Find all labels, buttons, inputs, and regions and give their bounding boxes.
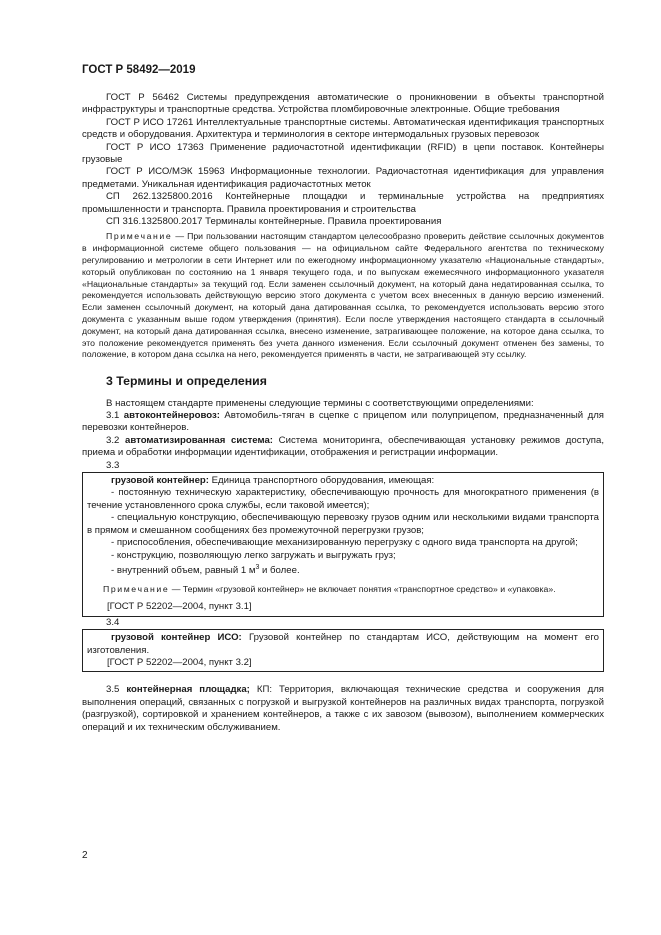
term-box-3-4 [82, 629, 604, 672]
term-3-3 [87, 475, 599, 487]
definition-item [87, 562, 599, 578]
term-name: автоматизированная система: [125, 434, 273, 446]
normative-reference: СП 316.1325800.2017 Терминалы контейнерные. Правила проектирования [106, 216, 442, 228]
definition-item: - специальную конструкцию, обеспечивающую перевозку грузов одним или несколькими видами транспорта в прямом и смешанном сообщениях без промежуточной перегрузки грузов; [87, 512, 599, 536]
term-source: [ГОСТ Р 52202—2004, пункт 3.2] [107, 656, 252, 668]
term-number: 3.1 [106, 410, 120, 422]
page-content [82, 92, 604, 734]
term-definition: Грузовой контейнер по стандартам ИСО, действующим на момент его изготовления. [87, 632, 599, 656]
normative-reference: ГОСТ Р 56462 Системы предупреждения автоматические о проникновении в объекты транспортной инфраструктуры и транспортные средства. Устройства пломбировочные электронные. Общие требования [82, 92, 604, 116]
term-name: контейнерная площадка; [126, 684, 250, 696]
term-3-2 [82, 435, 604, 460]
definition-item: - приспособления, обеспечивающие механизированную перегрузку с одного вида транспорта на другой; [111, 537, 578, 549]
term-definition: Система мониторинга, обеспечивающая установку режимов доступа, приема и обработки информации идентификации, отображения и регистрации информации. [82, 434, 605, 459]
note-label: Примечание [103, 583, 170, 594]
note-text: — При пользовании настоящим стандартом целесообразно проверить действие ссылочных документов в информационной системе общего пользования — на официальном сайте Федерального агентства по техническому регулированию и метрологии в сети Интернет или по ежегодному информационному указателю «Национальные стандарты», который опубликован по состоянию на 1 января текущего года, и по выпускам ежемесячного информационного указателя «Национальные стандарты» за текущий год. Если заменен ссылочный документ, на который дана недатированная ссылка, то рекомендуется использовать действующую версию этого документа с учетом всех внесенных в данную версию изменений. Если заменен ссылочный документ, на который дана датированная ссылка, то рекомендуется использовать версию этого документа с указанным выше годом утверждения (принятия). Если после утверждения настоящего стандарта в ссылочный документ, на который дана датированная ссылка, внесено изменение, затрагивающее положение, на которое дана ссылка, то это положение рекомендуется применять без учета данного изменения. Если ссылочный документ отменен без замены, то положение, в котором дана ссылка на него, рекомендуется применять в части, не затрагивающей эту ссылку. [82, 231, 604, 360]
term-number: 3.3 [106, 459, 120, 471]
term-definition: Автомобиль-тягач в сцепке с прицепом или полуприцепом, предназначенный для перевозки контейнеров. [82, 410, 604, 434]
term-box-3-3 [82, 472, 604, 617]
term-number: 3.2 [106, 434, 120, 446]
definition-item: - конструкцию, позволяющую легко загружать и выгружать груз; [111, 549, 396, 561]
note-text: — Термин «грузовой контейнер» не включает понятия «транспортное средство» и «упаковка». [169, 583, 556, 594]
normative-reference: ГОСТ Р ИСО 17363 Применение радиочастотной идентификации (RFID) в цепи поставок. Контейнеры грузовые [82, 141, 604, 166]
term-name: грузовой контейнер ИСО: [111, 632, 242, 644]
term-3-4 [87, 632, 599, 657]
section-heading: 3 Термины и определения [106, 374, 267, 389]
page-number: 2 [82, 850, 88, 861]
term-name: автоконтейнеровоз: [123, 410, 220, 422]
term-definition: КП: Территория, включающая технические средства и сооружения для выполнения операций, связанных с погрузкой и выгрузкой контейнеров на различных видах транспорта, погрузкой (разгрузкой), сортировкой и хранением контейнеров, а также с их завозом (вывозом), выполнением коммерческих операций и их техническим обслуживанием. [82, 684, 604, 733]
term-definition: Единица транспортного оборудования, имеющая: [208, 475, 435, 487]
superscript: 3 [255, 563, 260, 571]
term-number: 3.5 [106, 684, 120, 696]
term-source: [ГОСТ Р 52202—2004, пункт 3.1] [107, 601, 252, 613]
term-3-1 [82, 410, 604, 435]
reference-note [82, 231, 604, 361]
normative-reference: ГОСТ Р ИСО/МЭК 15963 Информационные технологии. Радиочастотная идентификация для управления предметами. Уникальная идентификация радиочастотных меток [82, 166, 604, 190]
normative-reference: ГОСТ Р ИСО 17261 Интеллектуальные транспортные системы. Автоматическая идентификация транспортных средств и оборудования. Архитектура и терминология в секторе интермодальных грузовых перевозок [82, 116, 604, 141]
item-tail: и более. [259, 565, 300, 577]
normative-reference: СП 262.1325800.2016 Контейнерные площадки и терминальные устройства на предприятиях промышленности и транспорта. Правила проектирования и строительства [82, 191, 604, 215]
item-text: - внутренний объем, равный 1 м [111, 565, 256, 577]
definition-item: - постоянную техническую характеристику, обеспечивающую прочность для многократного применения (в течение установленного срока службы, если таковой имеется); [87, 487, 599, 511]
term-3-5 [82, 684, 604, 734]
document-header: ГОСТ Р 58492—2019 [82, 64, 196, 76]
term-note [87, 584, 599, 596]
term-name: грузовой контейнер: [111, 475, 209, 487]
section-intro: В настоящем стандарте применены следующие термины с соответствующими определениями: [106, 397, 534, 409]
term-number: 3.4 [106, 616, 120, 628]
note-label: Примечание [106, 231, 173, 242]
